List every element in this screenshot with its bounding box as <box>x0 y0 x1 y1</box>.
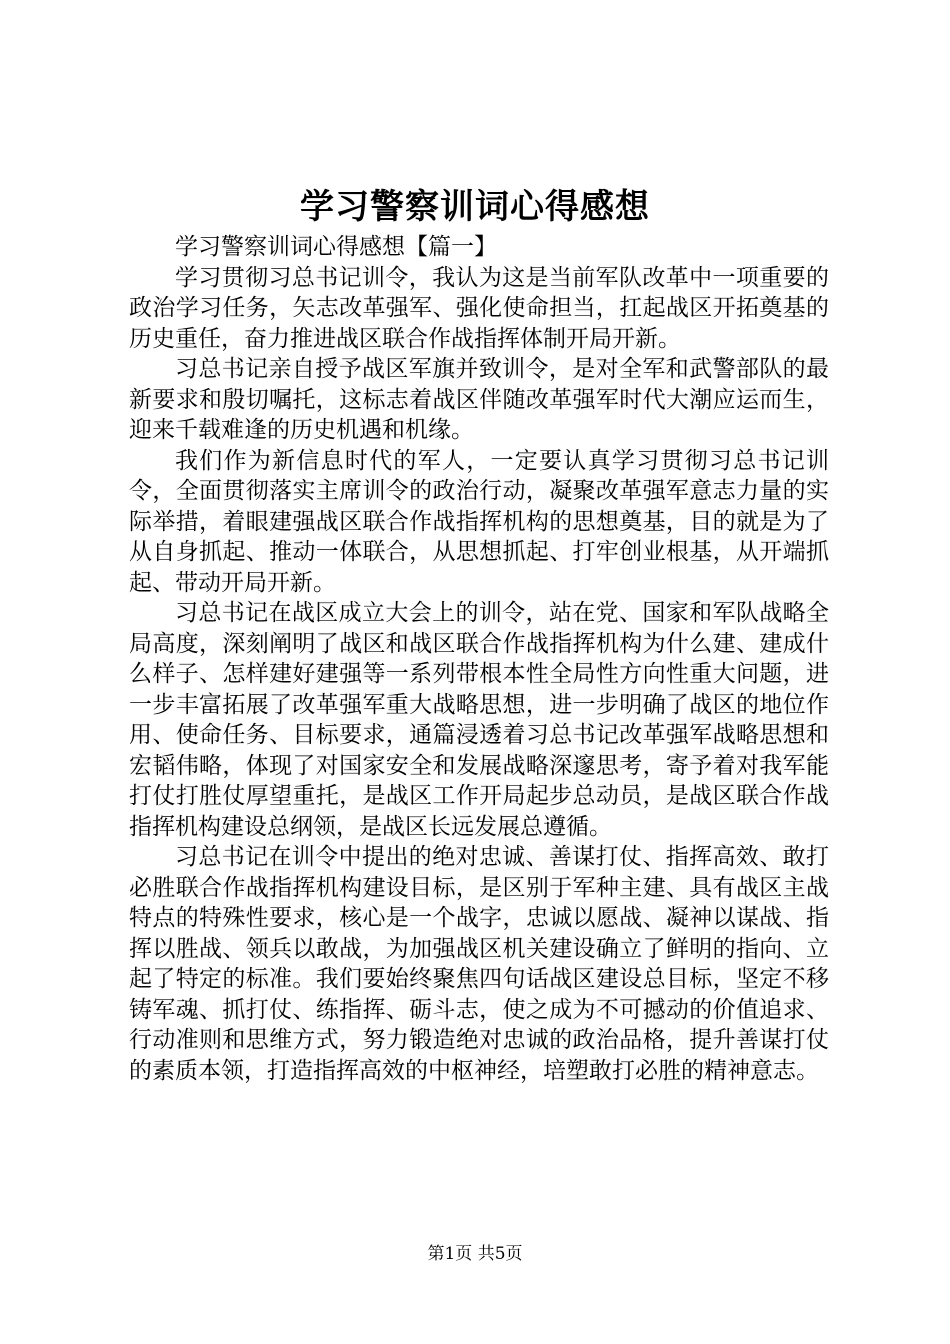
section-heading: 学习警察训词心得感想【篇一】 <box>175 234 497 260</box>
body-paragraph: 习总书记在战区成立大会上的训令，站在党、国家和军队战略全局高度，深刻阐明了战区和战区联合作战指挥机构为什么建、建成什么样子、怎样建好建强等一系列带根本性全局性方向性重大问题，进一步丰富拓展了改革强军重大战略思想，进一步明确了战区的地位作用、使命任务、目标要求，通篇浸透着习总书记改革强军战略思想和宏韬伟略，体现了对国家安全和发展战略深邃思考，寄予着对我军能打仗打胜仗厚望重托，是战区工作开局起步总动员，是战区联合作战指挥机构建设总纲领，是战区长远发展总遵循。 <box>129 600 829 840</box>
body-paragraph: 我们作为新信息时代的军人，一定要认真学习贯彻习总书记训令，全面贯彻落实主席训令的政治行动，凝聚改革强军意志力量的实际举措，着眼建强战区联合作战指挥机构的思想奠基，目的就是为了从自身抓起、推动一体联合，从思想抓起、打牢创业根基，从开端抓起、带动开局开新。 <box>129 447 829 596</box>
body-paragraph: 学习贯彻习总书记训令，我认为这是当前军队改革中一项重要的政治学习任务，矢志改革强军、强化使命担当，扛起战区开拓奠基的历史重任，奋力推进战区联合作战指挥体制开局开新。 <box>129 264 829 352</box>
body-paragraph: 习总书记在训令中提出的绝对忠诚、善谋打仗、指挥高效、敢打必胜联合作战指挥机构建设目标，是区别于军种主建、具有战区主战特点的特殊性要求，核心是一个战字，忠诚以愿战、凝神以谋战、指挥以胜战、领兵以敢战，为加强战区机关建设确立了鲜明的指向、立起了特定的标准。我们要始终聚焦四句话战区建设总目标，坚定不移铸军魂、抓打仗、练指挥、砺斗志，使之成为不可撼动的价值追求、行动准则和思维方式，努力锻造绝对忠诚的政治品格，提升善谋打仗的素质本领，打造指挥高效的中枢神经，培塑敢打必胜的精神意志。 <box>129 844 829 1084</box>
body-paragraph: 习总书记亲自授予战区军旗并致训令，是对全军和武警部队的最新要求和殷切嘱托，这标志着战区伴随改革强军时代大潮应运而生，迎来千载难逢的历史机遇和机缘。 <box>129 356 829 443</box>
document-body <box>129 232 829 1086</box>
page-number-footer: 第1页 共5页 <box>427 1244 523 1264</box>
document-title: 学习警察训词心得感想 <box>300 187 650 227</box>
